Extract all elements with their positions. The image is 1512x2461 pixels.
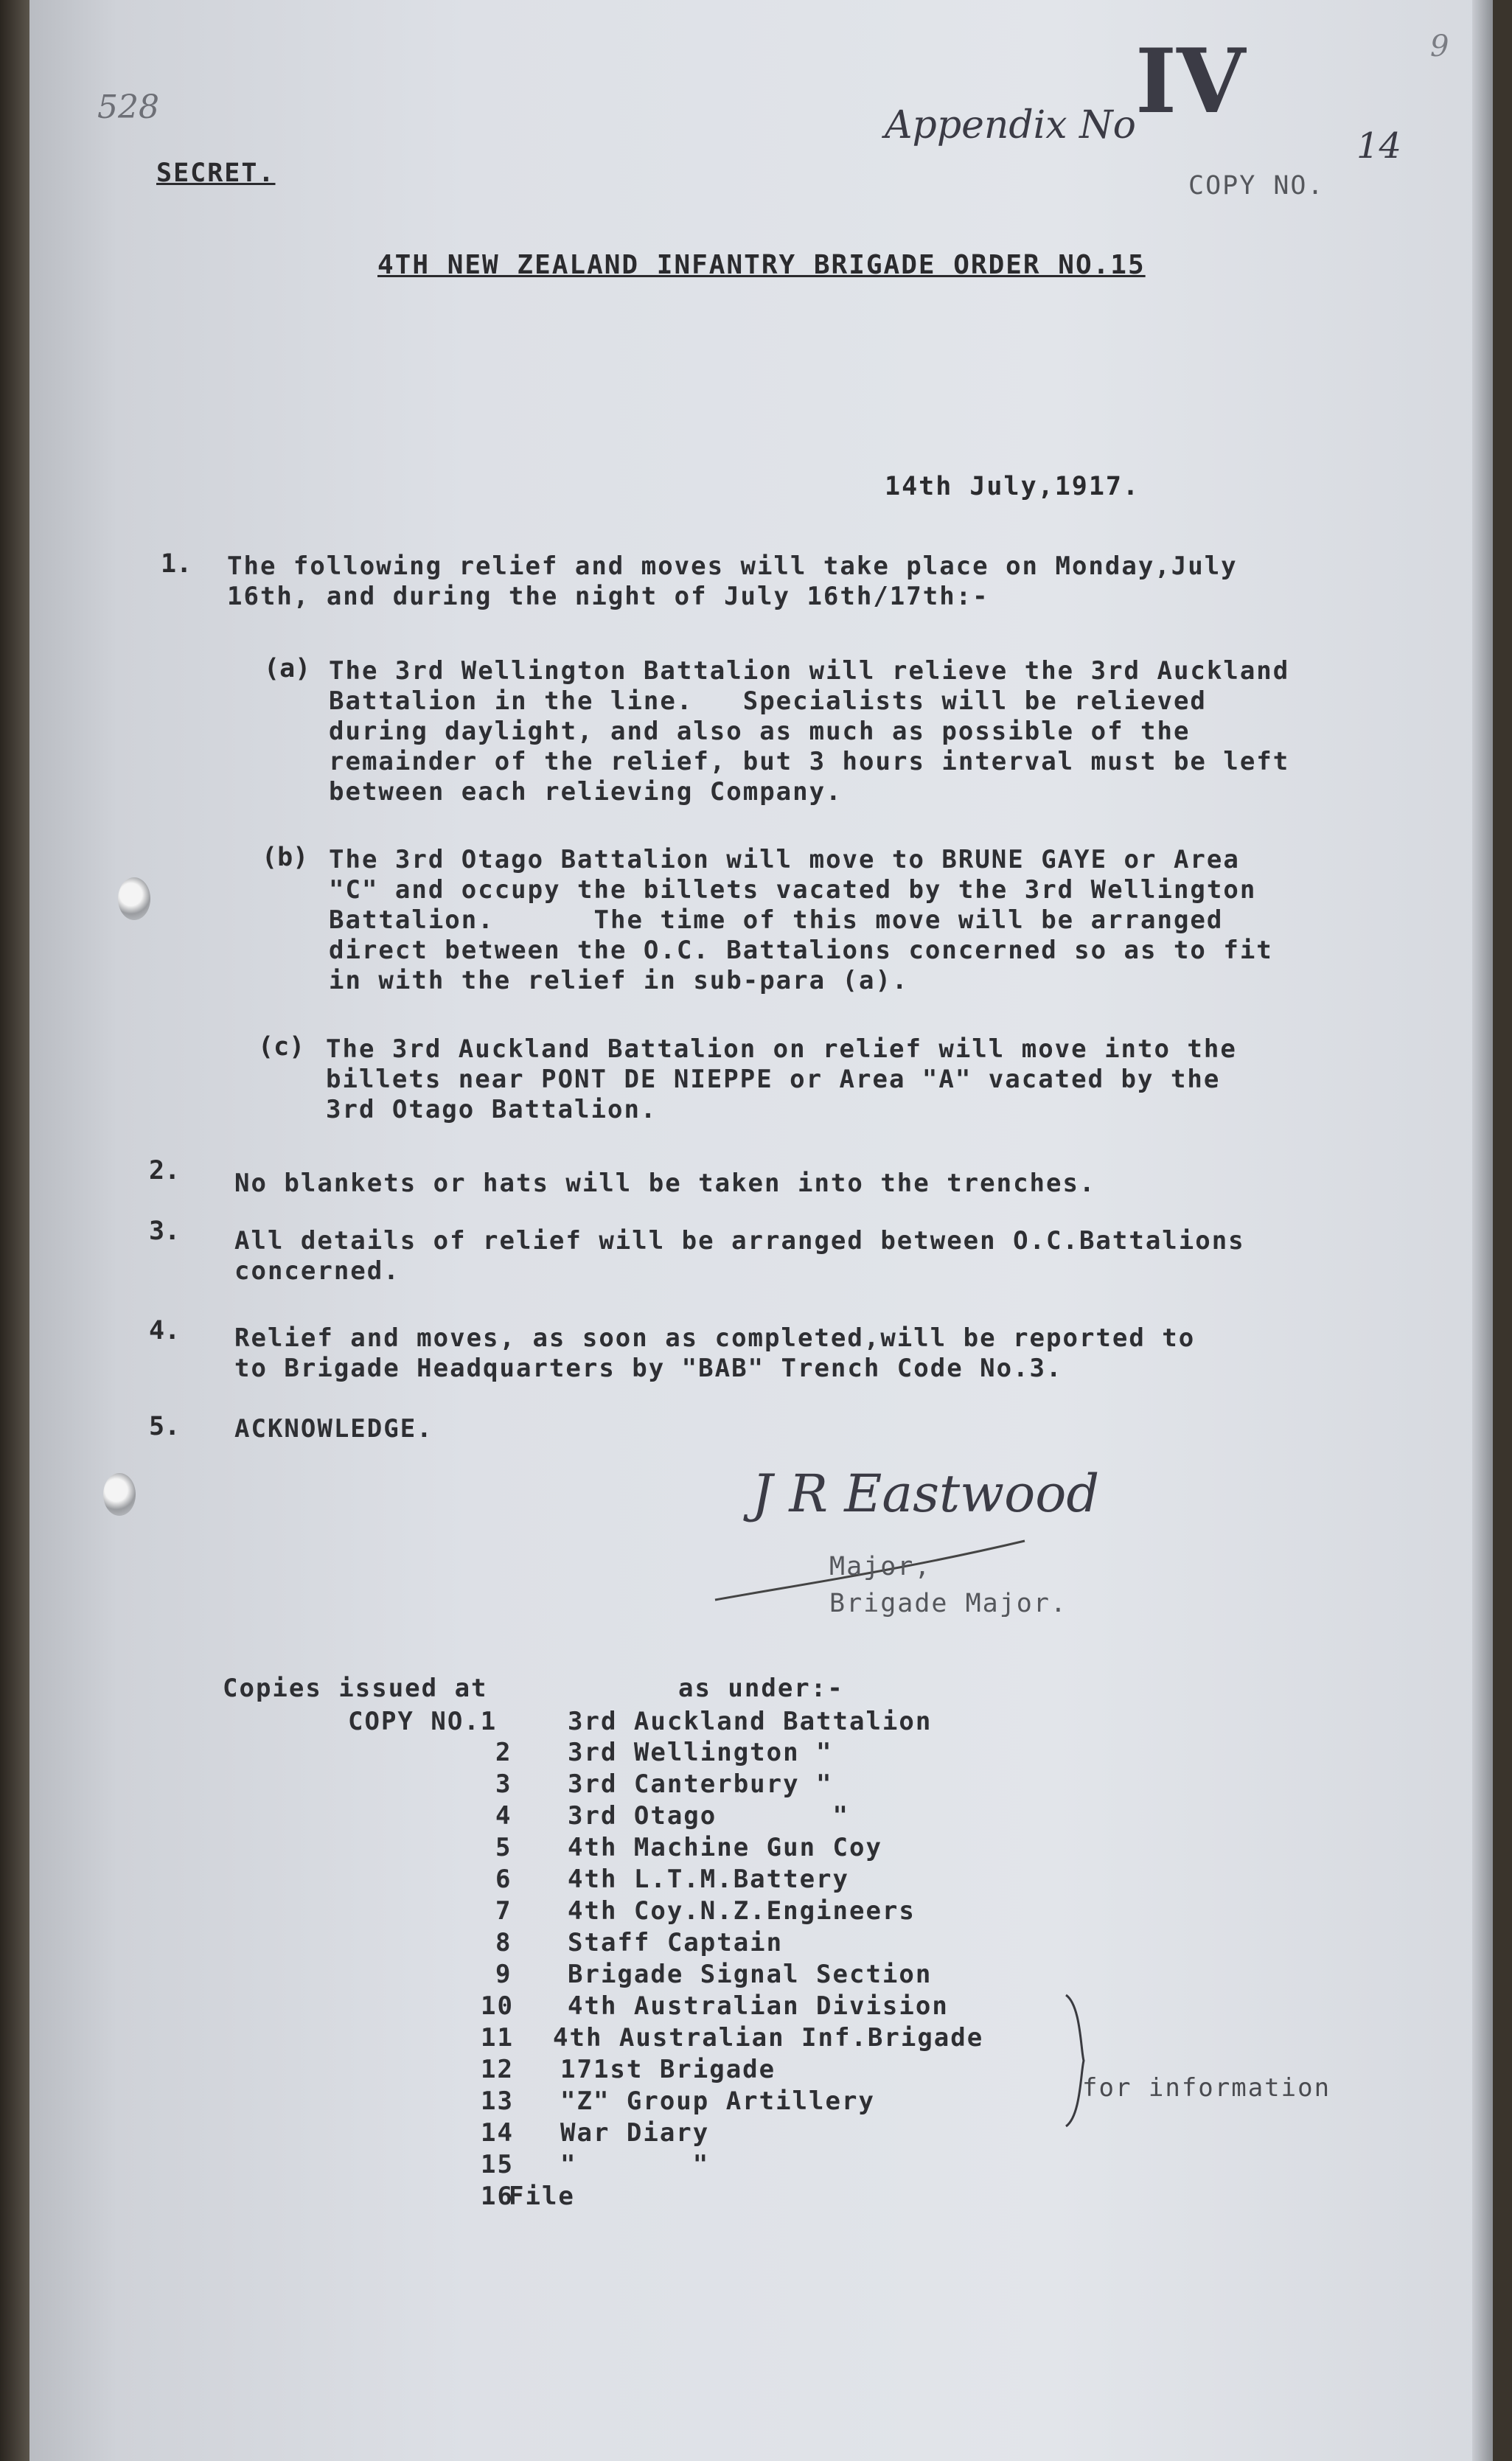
copy-recipient: Brigade Signal Section (568, 1960, 933, 1989)
copy-recipient: 171st Brigade (560, 2055, 776, 2084)
bracket-note: for information (1082, 2073, 1331, 2103)
appendix-label-text: Appendix No (885, 103, 1136, 147)
copy-number: 15 (481, 2150, 514, 2179)
para-number: 2. (149, 1156, 181, 1186)
order-title: 4TH NEW ZEALAND INFANTRY BRIGADE ORDER NO.15 (377, 250, 1146, 280)
copy-number: 12 (481, 2055, 514, 2084)
signature-appointment: Brigade Major. (829, 1589, 1068, 1618)
copy-recipient: 3rd Otago " (568, 1801, 849, 1831)
copy-number: 11 (481, 2023, 514, 2053)
copy-number: 16 (481, 2182, 514, 2211)
para-number: 5. (149, 1412, 181, 1441)
copy-recipient: 3rd Auckland Battalion (568, 1707, 933, 1736)
copy-number: 4 (495, 1801, 512, 1831)
copy-recipient: 3rd Wellington " (568, 1738, 833, 1767)
folio-number: 528 (97, 88, 159, 126)
para-text: All details of relief will be arranged between O.C.Battalions concerned. (234, 1226, 1245, 1286)
copy-number: 5 (495, 1833, 512, 1862)
para-text: Relief and moves, as soon as completed,will be reported to to Brigade Headquarters by "BAB" Trench Code No.3. (234, 1323, 1196, 1383)
para-text: The 3rd Auckland Battalion on relief will move into the billets near PONT DE NIEPPE or Area "A" vacated by the 3rd Otago Battalion. (326, 1034, 1237, 1124)
classification-label: SECRET. (156, 159, 276, 188)
copy-number: 10 (481, 1991, 514, 2021)
page-edge (1472, 0, 1493, 2461)
para-number: 1. (161, 549, 192, 579)
copy-recipient: 4th Machine Gun Coy (568, 1833, 882, 1862)
copy-recipient: 4th Australian Inf.Brigade (553, 2023, 984, 2053)
copy-number: 2 (495, 1738, 512, 1767)
copy-recipient: " " (560, 2150, 710, 2179)
distribution-heading-right: as under:- (678, 1674, 844, 1703)
bracket (1062, 1991, 1091, 2131)
copy-number: 13 (481, 2086, 514, 2116)
distribution-heading: Copies issued at (223, 1674, 488, 1703)
copy-recipient: 3rd Canterbury " (568, 1769, 833, 1799)
appendix-number: IV (1135, 29, 1246, 133)
para-text: The 3rd Otago Battalion will move to BRUNE GAYE or Area "C" and occupy the billets vacated by the 3rd Wellington Battalion. The time of this move will be arranged direct between the O.C. Battalions concerned so as to fit in with the relief in sub-para (a). (329, 845, 1273, 995)
copy-recipient: 4th Australian Division (568, 1991, 949, 2021)
copy-recipient: "Z" Group Artillery (560, 2086, 875, 2116)
copy-recipient: File (509, 2182, 575, 2211)
signature: J R Eastwood (752, 1463, 1100, 1524)
para-number: 4. (149, 1316, 181, 1346)
para-number: (c) (258, 1032, 305, 1062)
para-text: The 3rd Wellington Battalion will relieve the 3rd Auckland Battalion in the line. Specialists will be relieved during daylight, and also as much as possible of the remainder of the relief, but 3 hours interval must be left between each relieving Company. (329, 656, 1290, 807)
binder-shadow (0, 0, 29, 2461)
para-number: (b) (262, 843, 309, 872)
copy-prefix: COPY NO.1 (348, 1707, 498, 1736)
copy-number: 14 (481, 2118, 514, 2148)
copy-number: 9 (495, 1960, 512, 1989)
order-date: 14th July,1917. (885, 472, 1140, 501)
copy-number-label: COPY NO. (1188, 171, 1325, 201)
para-text: No blankets or hats will be taken into the trenches. (234, 1169, 1096, 1198)
punch-hole-bottom (103, 1473, 136, 1516)
copy-number: 6 (495, 1865, 512, 1894)
page-number: 9 (1430, 29, 1449, 63)
copy-number: 7 (495, 1896, 512, 1926)
copy-recipient: 4th Coy.N.Z.Engineers (568, 1896, 916, 1926)
copy-recipient: Staff Captain (568, 1928, 784, 1957)
copy-number: 8 (495, 1928, 512, 1957)
appendix-label (885, 103, 1136, 147)
para-number: (a) (264, 654, 311, 683)
para-text: The following relief and moves will take place on Monday,July 16th, and during the night of July 16th/17th:- (227, 551, 1238, 611)
copy-recipient: War Diary (560, 2118, 710, 2148)
copy-number: 3 (495, 1769, 512, 1799)
copy-number-value: 14 (1356, 125, 1402, 167)
para-number: 3. (149, 1216, 181, 1246)
signature-rank: Major, (829, 1552, 932, 1581)
para-text: ACKNOWLEDGE. (234, 1414, 433, 1444)
punch-hole-top (118, 877, 150, 920)
copy-recipient: 4th L.T.M.Battery (568, 1865, 849, 1894)
